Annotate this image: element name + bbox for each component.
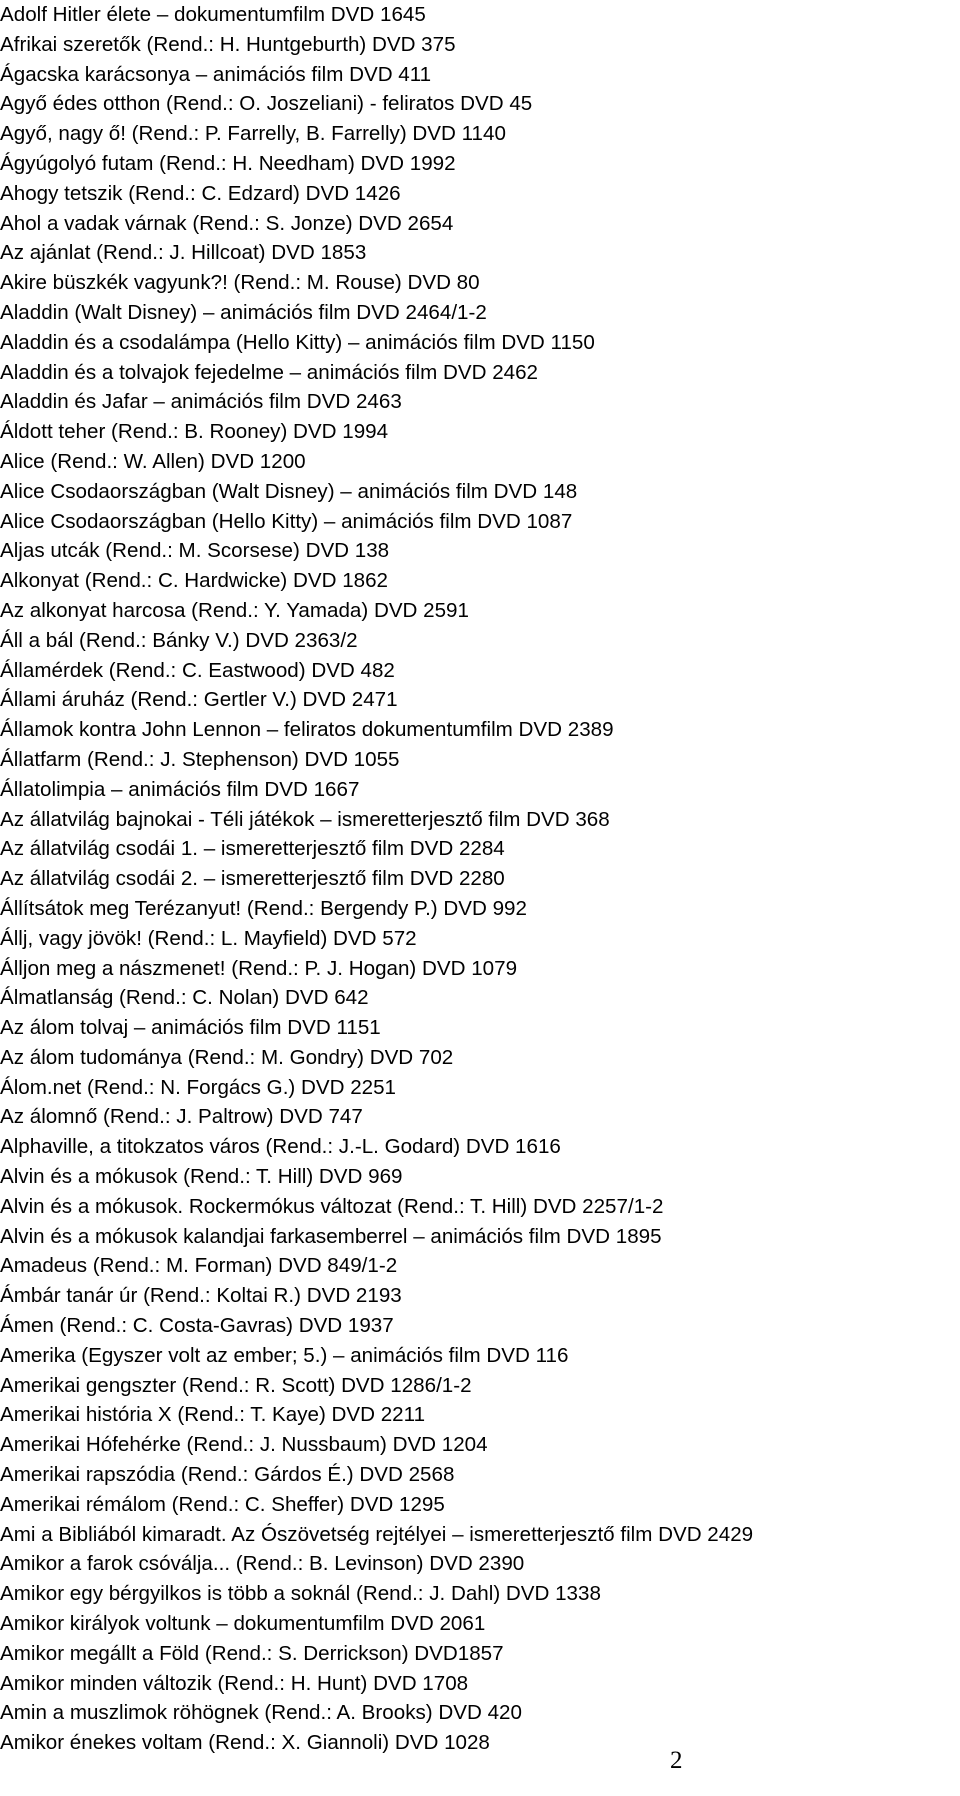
catalog-entry: Ágacska karácsonya – animációs film DVD 411 [0, 62, 432, 86]
catalog-entry: Állatfarm (Rend.: J. Stephenson) DVD 1055 [0, 747, 400, 771]
catalog-entry: Álom.net (Rend.: N. Forgács G.) DVD 2251 [0, 1075, 397, 1099]
catalog-entry: Aladdin és Jafar – animációs film DVD 2463 [0, 390, 402, 414]
catalog-entry: Ágyúgolyó futam (Rend.: H. Needham) DVD 1992 [0, 151, 456, 175]
catalog-entry: Államok kontra John Lennon – feliratos dokumentumfilm DVD 2389 [0, 718, 614, 742]
catalog-entry: Amikor minden változik (Rend.: H. Hunt) DVD 1708 [0, 1671, 469, 1695]
catalog-entry: Áll a bál (Rend.: Bánky V.) DVD 2363/2 [0, 628, 358, 652]
catalog-entry: Államérdek (Rend.: C. Eastwood) DVD 482 [0, 658, 395, 682]
catalog-entry: Amerika (Egyszer volt az ember; 5.) – animációs film DVD 116 [0, 1343, 569, 1367]
catalog-entry: Az alkonyat harcosa (Rend.: Y. Yamada) DVD 2591 [0, 598, 469, 622]
catalog-entry: Ahol a vadak várnak (Rend.: S. Jonze) DVD 2654 [0, 211, 454, 235]
catalog-entry: Az álom tolvaj – animációs film DVD 1151 [0, 1016, 381, 1040]
catalog-entry: Állatolimpia – animációs film DVD 1667 [0, 777, 360, 801]
catalog-entry: Ámbár tanár úr (Rend.: Koltai R.) DVD 2193 [0, 1284, 402, 1308]
catalog-entry: Amikor megállt a Föld (Rend.: S. Derrickson) DVD1857 [0, 1641, 504, 1665]
catalog-entry: Akire büszkék vagyunk?! (Rend.: M. Rouse) DVD 80 [0, 271, 480, 295]
catalog-entry: Az állatvilág bajnokai - Téli játékok – ismeretterjesztő film DVD 368 [0, 807, 610, 831]
catalog-entry: Amerikai rapszódia (Rend.: Gárdos É.) DVD 2568 [0, 1463, 455, 1487]
catalog-entry: Alphaville, a titokzatos város (Rend.: J.-L. Godard) DVD 1616 [0, 1135, 561, 1159]
catalog-entry: Amerikai história X (Rend.: T. Kaye) DVD 2211 [0, 1403, 426, 1427]
catalog-entry: Ahogy tetszik (Rend.: C. Edzard) DVD 1426 [0, 181, 401, 205]
catalog-entry: Álmatlanság (Rend.: C. Nolan) DVD 642 [0, 986, 369, 1010]
catalog-entry: Amikor énekes voltam (Rend.: X. Giannoli) DVD 1028 [0, 1731, 490, 1755]
catalog-entry: Alice Csodaországban (Hello Kitty) – animációs film DVD 1087 [0, 509, 573, 533]
catalog-entry: Amerikai Hófehérke (Rend.: J. Nussbaum) DVD 1204 [0, 1433, 488, 1457]
catalog-entry: Aladdin és a tolvajok fejedelme – animációs film DVD 2462 [0, 360, 539, 384]
catalog-entry: Alice (Rend.: W. Allen) DVD 1200 [0, 449, 306, 473]
catalog-entry: Az állatvilág csodái 1. – ismeretterjesztő film DVD 2284 [0, 837, 505, 861]
catalog-entry: Amikor egy bérgyilkos is több a soknál (Rend.: J. Dahl) DVD 1338 [0, 1582, 601, 1606]
catalog-entry: Amadeus (Rend.: M. Forman) DVD 849/1-2 [0, 1254, 398, 1278]
catalog-entry: Alvin és a mókusok (Rend.: T. Hill) DVD 969 [0, 1165, 403, 1189]
catalog-entry: Alkonyat (Rend.: C. Hardwicke) DVD 1862 [0, 569, 389, 593]
catalog-entry: Aladdin (Walt Disney) – animációs film DVD 2464/1-2 [0, 300, 487, 324]
catalog-entry: Alvin és a mókusok. Rockermókus változat (Rend.: T. Hill) DVD 2257/1-2 [0, 1194, 664, 1218]
catalog-entry: Alice Csodaországban (Walt Disney) – animációs film DVD 148 [0, 479, 578, 503]
catalog-entry: Áldott teher (Rend.: B. Rooney) DVD 1994 [0, 420, 389, 444]
catalog-entry: Afrikai szeretők (Rend.: H. Huntgeburth) DVD 375 [0, 32, 456, 56]
catalog-entry: Az állatvilág csodái 2. – ismeretterjesztő film DVD 2280 [0, 867, 505, 891]
catalog-entry: Álljon meg a nászmenet! (Rend.: P. J. Hogan) DVD 1079 [0, 956, 518, 980]
catalog-entry: Amerikai rémálom (Rend.: C. Sheffer) DVD 1295 [0, 1492, 445, 1516]
catalog-entry: Aljas utcák (Rend.: M. Scorsese) DVD 138 [0, 539, 390, 563]
catalog-entry: Állj, vagy jövök! (Rend.: L. Mayfield) DVD 572 [0, 926, 417, 950]
catalog-entry: Amerikai gengszter (Rend.: R. Scott) DVD 1286/1-2 [0, 1373, 472, 1397]
catalog-entry: Az ajánlat (Rend.: J. Hillcoat) DVD 1853 [0, 241, 367, 265]
catalog-entry: Aladdin és a csodalámpa (Hello Kitty) – animációs film DVD 1150 [0, 330, 595, 354]
catalog-entry: Amin a muszlimok röhögnek (Rend.: A. Brooks) DVD 420 [0, 1701, 522, 1725]
catalog-entry: Állítsátok meg Terézanyut! (Rend.: Bergendy P.) DVD 992 [0, 896, 527, 920]
page-number: 2 [670, 1747, 683, 1774]
catalog-entry: Agyő édes otthon (Rend.: O. Joszeliani) - feliratos DVD 45 [0, 92, 533, 116]
catalog-entry: Amikor királyok voltunk – dokumentumfilm DVD 2061 [0, 1612, 486, 1636]
catalog-entry: Ámen (Rend.: C. Costa-Gavras) DVD 1937 [0, 1314, 394, 1338]
catalog-entry: Amikor a farok csóválja... (Rend.: B. Levinson) DVD 2390 [0, 1552, 525, 1576]
catalog-entry: Az álom tudománya (Rend.: M. Gondry) DVD 702 [0, 1045, 454, 1069]
catalog-entry: Adolf Hitler élete – dokumentumfilm DVD 1645 [0, 3, 426, 26]
catalog-entry: Állami áruház (Rend.: Gertler V.) DVD 2471 [0, 688, 398, 712]
catalog-entry: Az álomnő (Rend.: J. Paltrow) DVD 747 [0, 1105, 363, 1129]
catalog-entry: Alvin és a mókusok kalandjai farkasemberrel – animációs film DVD 1895 [0, 1224, 662, 1248]
catalog-entry: Agyő, nagy ő! (Rend.: P. Farrelly, B. Farrelly) DVD 1140 [0, 122, 506, 146]
catalog-entry: Ami a Bibliából kimaradt. Az Ószövetség rejtélyei – ismeretterjesztő film DVD 2429 [0, 1522, 754, 1546]
